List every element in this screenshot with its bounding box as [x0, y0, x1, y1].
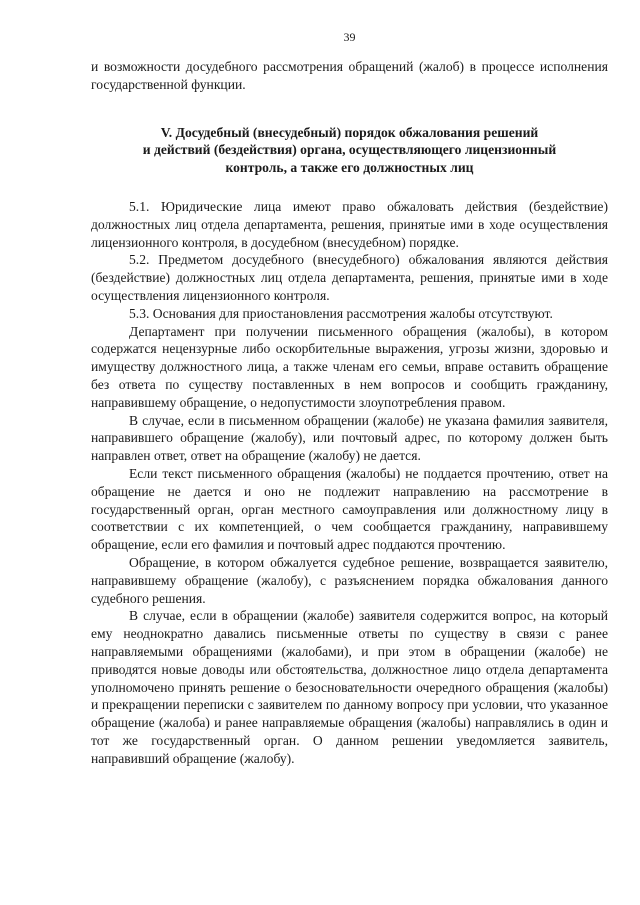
paragraph-5-1: 5.1. Юридические лица имеют право обжаловать действия (бездействие) должностных лиц отдела департамента, решения, принятые ими в ходе осуществления лицензионного контроля, в досудебном (внесудебном) порядке.: [91, 199, 608, 250]
section-heading: [91, 124, 608, 177]
section-heading-line-2: и действий (бездействия) органа, осуществляющего лицензионный: [142, 142, 557, 158]
section-heading-line-3: контроль, а также его должностных лиц: [225, 159, 474, 175]
paragraph-anonymous-complaint: В случае, если в письменном обращении (жалобе) не указана фамилия заявителя, направившего обращение (жалобу), или почтовый адрес, по которому должен быть направлен ответ, ответ на обращение (жалобу) не дается.: [91, 412, 608, 464]
page-number: 39: [343, 30, 356, 44]
paragraph-unreadable-complaint: Если текст письменного обращения (жалобы) не поддается прочтению, ответ на обращение не дается и оно не подлежит направлению на рассмотрение в государственный орган, орган местного самоуправления или должностному лицу в соответствии с их компетенцией, о чем сообщается гражданину, направившему обращение, если его фамилия и почтовый адрес поддаются прочтению.: [91, 466, 608, 553]
paragraph-5-2: 5.2. Предметом досудебного (внесудебного) обжалования являются действия (бездействие) должностных лиц отдела департамента, решения, принятые ими в ходе осуществления лицензионного контроля.: [91, 252, 608, 304]
intro-text: и возможности досудебного рассмотрения обращений (жалоб) в процессе исполнения государственной функции.: [91, 59, 608, 92]
paragraph-repeated-complaint: В случае, если в обращении (жалобе) заявителя содержится вопрос, на который ему неоднократно давались письменные ответы по существу в связи с ранее направляемыми обращениями (жалобами), и при этом в обращении (жалобе) не приводятся новые доводы или обстоятельства, должностное лицо отдела департамента уполномочено принять решение о безосновательности очередного обращения (жалобы) и прекращении переписки с заявителем по данному вопросу при условии, что указанное обращение (жалоба) и ранее направляемые обращения (жалобы) направлялись в один и тот же государственный орган. О данном решении уведомляется заявитель, направивший обращение (жалобу).: [91, 608, 608, 766]
paragraph-5-3: 5.3. Основания для приостановления рассмотрения жалобы отсутствуют.: [129, 305, 553, 321]
section-heading-line-1: V. Досудебный (внесудебный) порядок обжалования решений: [160, 124, 539, 140]
paragraph-court-decision: Обращение, в котором обжалуется судебное решение, возвращается заявителю, направившему обращение (жалобу), с разъяснением порядка обжалования данного судебного решения.: [91, 555, 608, 606]
paragraph-abusive-complaint: Департамент при получении письменного обращения (жалобы), в котором содержатся нецензурные либо оскорбительные выражения, угрозы жизни, здоровью и имуществу должностного лица, а также членам его семьи, вправе оставить обращение без ответа по существу поставленных в нем вопросов и сообщить гражданину, направившему обращение, о недопустимости злоупотребления правом.: [91, 323, 608, 410]
